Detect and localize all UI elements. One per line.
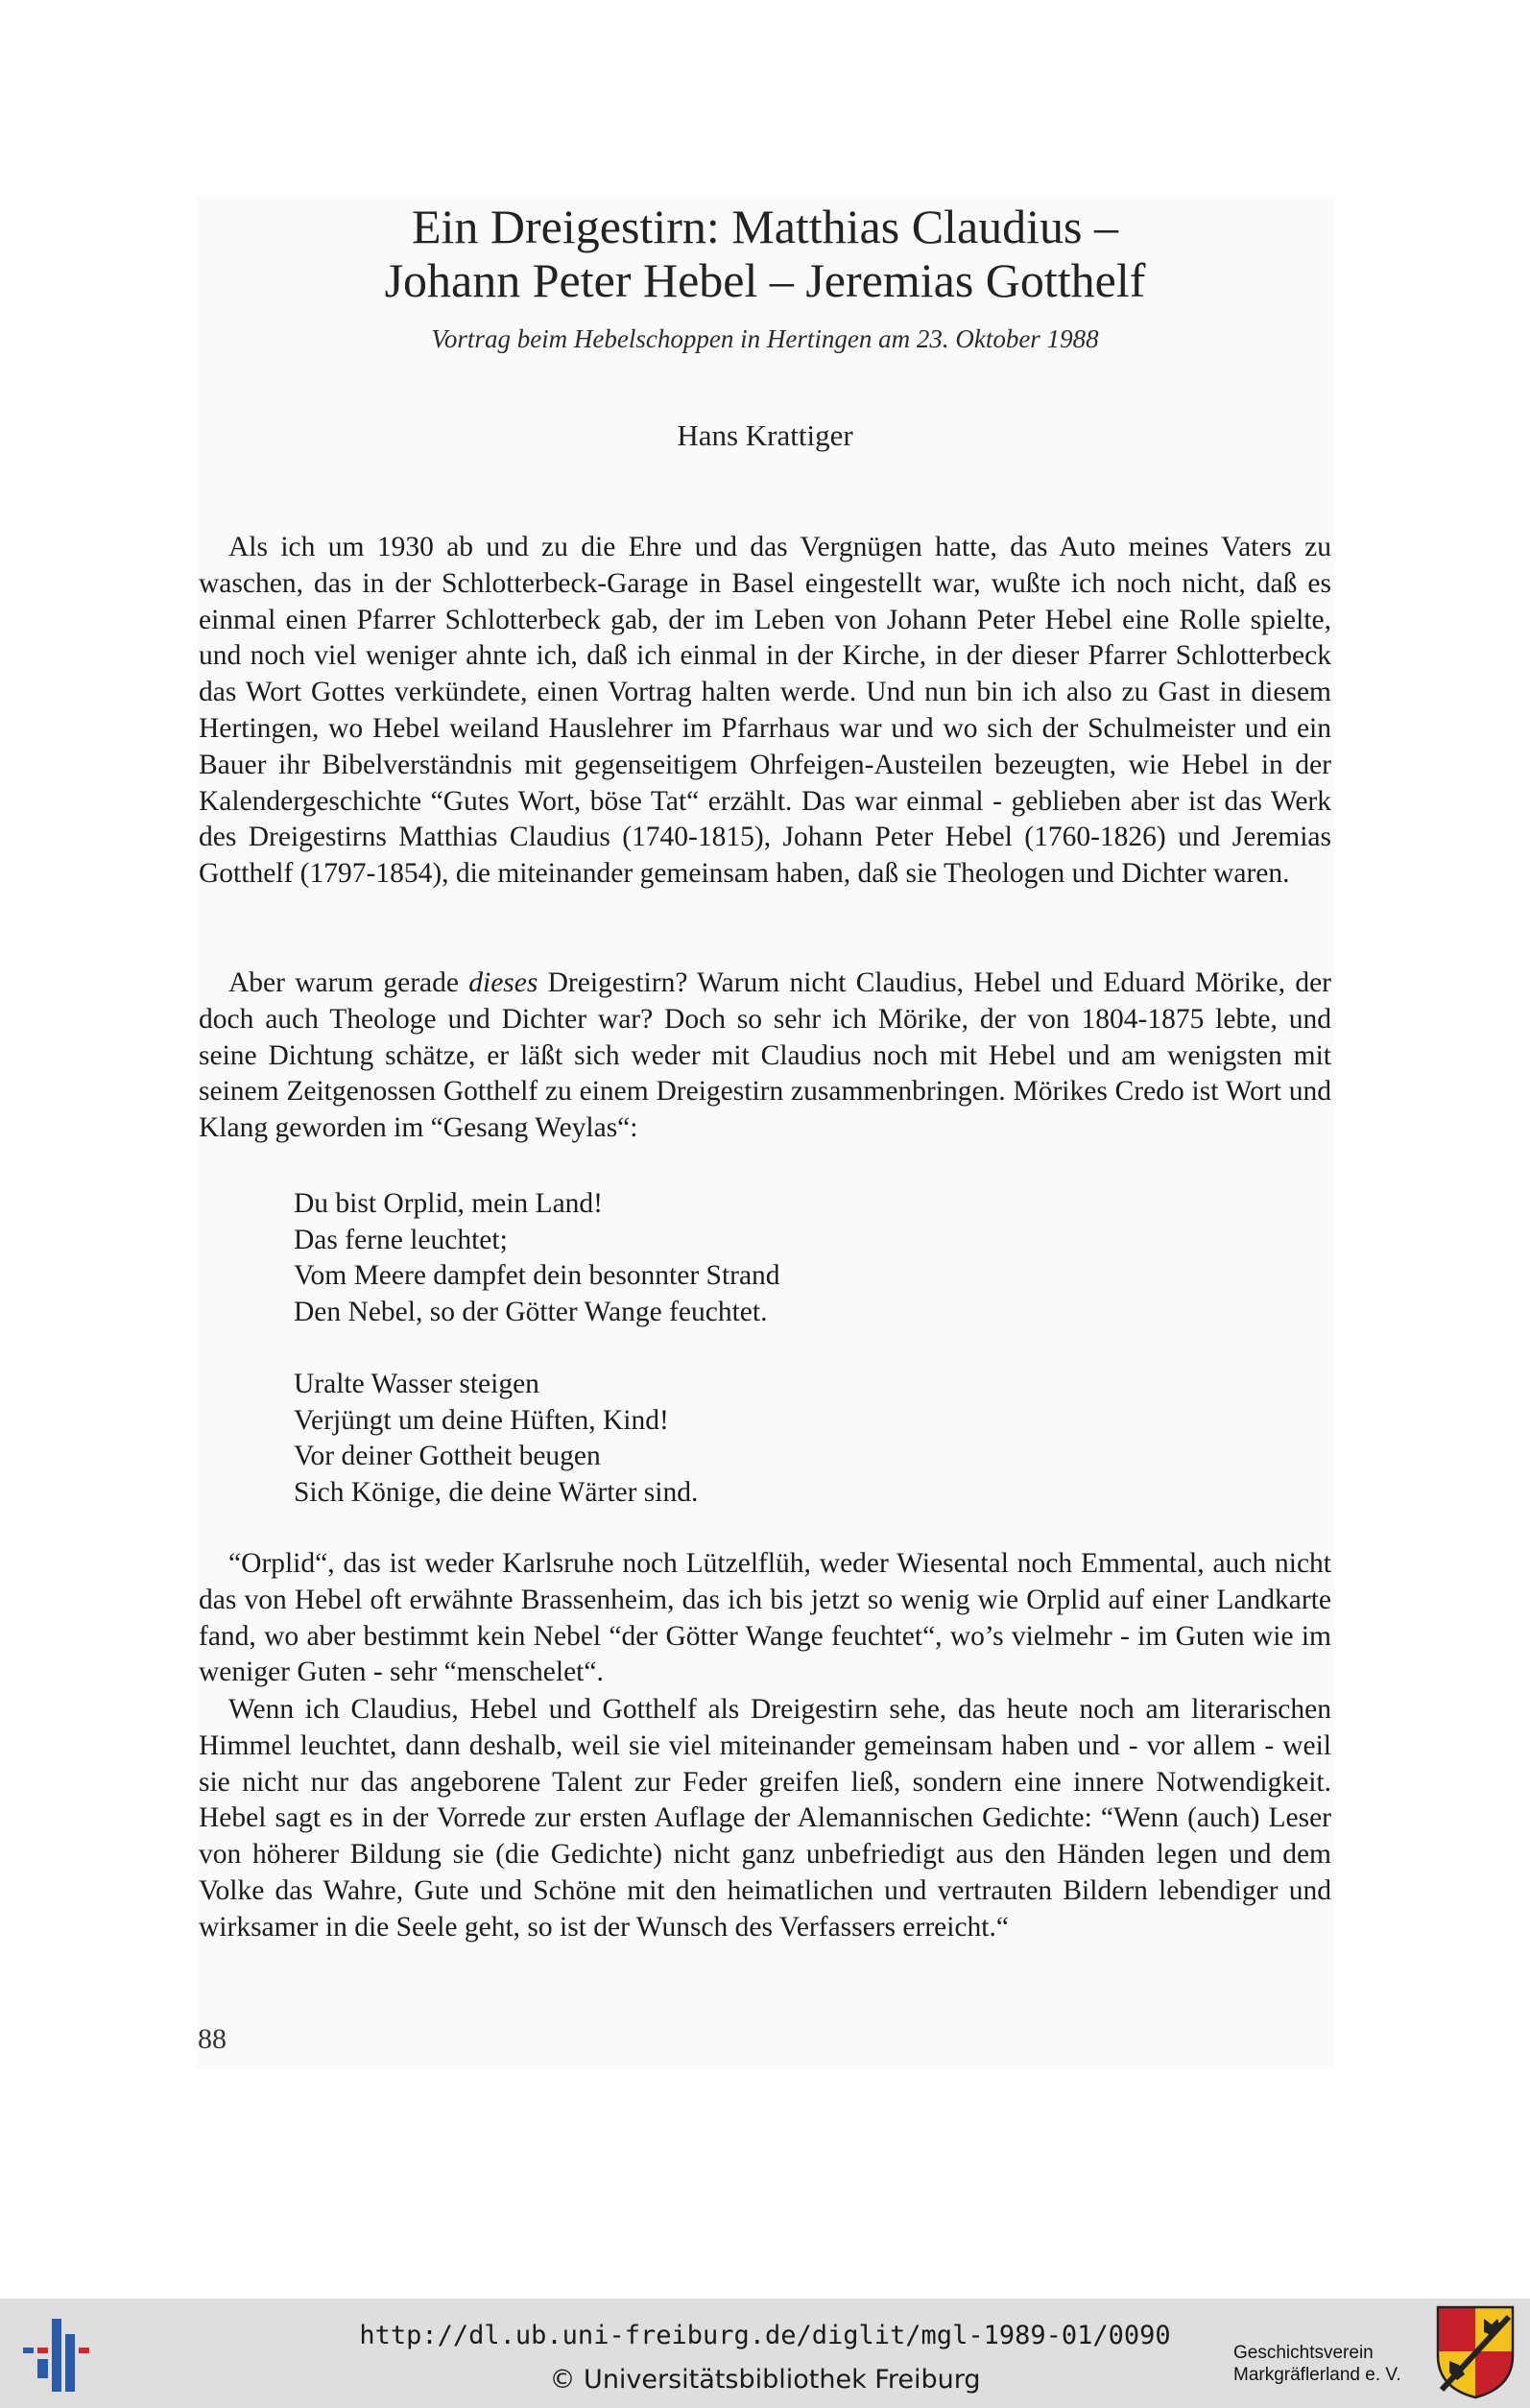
poem-stanza-2	[294, 1367, 698, 1511]
paragraph-3	[199, 1546, 1331, 1691]
poem-line: Vor deiner Gottheit beugen	[294, 1441, 601, 1471]
poem-line: Uralte Wasser steigen	[294, 1369, 539, 1399]
article-title-line2: Johann Peter Hebel – Jeremias Gotthelf	[384, 253, 1146, 307]
page-number: 88	[198, 2023, 227, 2055]
society-name	[1233, 2342, 1401, 2386]
poem-line: Den Nebel, so der Götter Wange feuchtet.	[294, 1296, 768, 1327]
paragraph-1-text: Als ich um 1930 ab und zu die Ehre und das Vergnügen hatte, das Auto meines Vaters zu waschen, das in der Schlotterbeck-Garage in Basel eingestellt war, wußte ich noch nicht, daß es einmal einen Pfarrer Schlotterbeck gab, der im Leben von Johann Peter Hebel eine Rolle spielte, und noch viel weniger ahnte ich, daß ich einmal in der Kirche, in der dieser Pfarrer Schlotterbeck das Wort Gottes verkündete, einen Vortrag halten werde. Und nun bin ich also zu Gast in diesem Hertingen, wo Hebel weiland Hauslehrer im Pfarrhaus war und wo sich der Schulmeister und ein Bauer ihr Bibelverständnis mit gegenseitigem Ohrfeigen-Austeilen bezeugten, wie Hebel in der Kalendergeschichte “Gutes Wort, böse Tat“ erzählt. Das war einmal - geblieben aber ist das Werk des Dreigestirns Matthias Claudius (1740-1815), Johann Peter Hebel (1760-1826) und Jeremias Gotthelf (1797-1854), die miteinander gemeinsam haben, daß sie Theologen und Dichter waren.	[199, 532, 1331, 890]
copyright-notice: © Universitätsbibliothek Freiburg	[549, 2365, 981, 2395]
paragraph-2-emphasis: dieses	[468, 967, 538, 998]
paragraph-2-start: Aber warum gerade	[228, 967, 469, 998]
society-name-line2: Markgräflerland e. V.	[1233, 2365, 1401, 2385]
paragraph-4-text: Wenn ich Claudius, Hebel und Gotthelf als Dreigestirn sehe, das heute noch am literarischen Himmel leuchtet, dann deshalb, weil sie viel miteinander gemeinsam haben und - vor allem - weil sie nicht nur das angeborene Talent zur Feder greifen ließ, sondern eine innere Notwendigkeit. Hebel sagt es in der Vorrede zur ersten Auflage der Alemannischen Gedichte: “Wenn (auch) Leser von höherer Bildung sie (die Gedichte) nicht ganz unbefriedigt aus den Händen legen und dem Volke das Wahre, Gute und Schöne mit den heimatlichen und vertrauten Bildern lebendiger und wirksamer in die Seele geht, so ist der Wunsch des Verfassers erreicht.“	[199, 1694, 1331, 1943]
poem-line: Verjüngt um deine Hüften, Kind!	[294, 1404, 669, 1436]
paragraph-2-end: Dreigestirn? Warum nicht Claudius, Hebel und Eduard Mörike, der doch auch Theologe und Dichter war? Doch so sehr ich Mörike, der von 1804-1875 lebte, und seine Dichtung schätze, er läßt sich weder mit Claudius noch mit Hebel und am wenigsten mit seinem Zeitgenossen Gotthelf zu einem Dreigestirn zusammenbringen. Mörikes Credo ist Wort und Klang geworden im “Gesang Weylas“:	[199, 967, 1332, 1144]
poem-line: Das ferne leuchtet;	[294, 1224, 508, 1255]
paragraph-2	[199, 966, 1331, 1147]
paragraph-4	[199, 1692, 1331, 1946]
coat-of-arms-icon	[1436, 2305, 1515, 2399]
author-name: Hans Krattiger	[677, 418, 853, 452]
poem-line: Vom Meere dampfet dein besonnter Strand	[294, 1260, 780, 1291]
permalink-url[interactable]: http://dl.ub.uni-freiburg.de/diglit/mgl-1989-01/0090	[359, 2321, 1171, 2350]
poem-line: Sich Könige, die deine Wärter sind.	[294, 1476, 699, 1508]
paragraph-3-text: “Orplid“, das ist weder Karlsruhe noch Lützelflüh, weder Wiesental noch Emmental, auch nicht das von Hebel oft erwähnte Brassenheim, das ich bis jetzt so wenig wie Orplid auf einer Landkarte fand, wo aber bestimmt kein Nebel “der Götter Wange feuchtet“, wo’s vielmehr - im Guten wie im weniger Guten - sehr “menschelet“.	[199, 1548, 1331, 1688]
society-name-line1: Geschichtsverein	[1233, 2343, 1374, 2363]
poem-line: Du bist Orplid, mein Land!	[294, 1188, 603, 1219]
article-title-line1: Ein Dreigestirn: Matthias Claudius –	[411, 200, 1118, 253]
paragraph-1	[199, 530, 1331, 893]
article-subtitle: Vortrag beim Hebelschoppen in Hertingen am 23. Oktober 1988	[431, 324, 1099, 353]
poem-stanza-1	[294, 1186, 780, 1330]
paragraph-2-text	[199, 966, 1331, 1147]
